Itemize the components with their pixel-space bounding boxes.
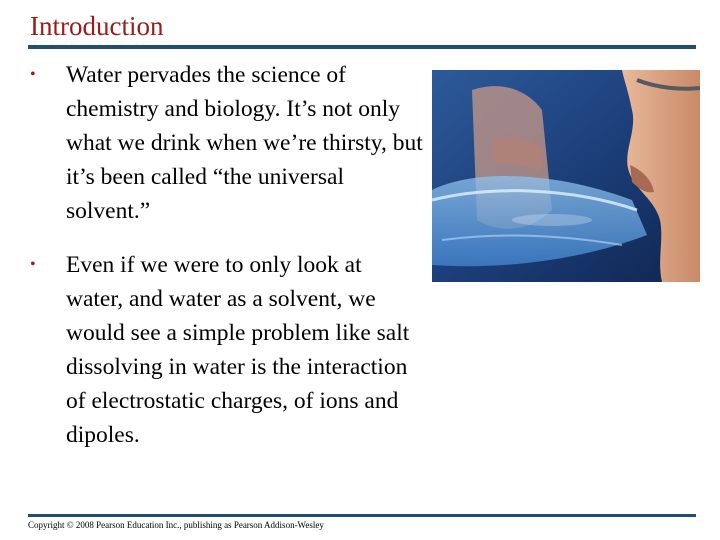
copyright-notice: Copyright © 2008 Pearson Education Inc., publishing as Pearson Addison-Wesley: [28, 520, 324, 530]
water-drinking-photo: [432, 70, 700, 282]
bullet-item: [28, 58, 423, 228]
bullet-text: Water pervades the science of chemistry and biology. It’s not only what we drink when we’re thirsty, but it’s been called “the universal solvent.”: [66, 62, 423, 224]
footer-divider: [28, 514, 696, 517]
title-divider: [28, 45, 696, 49]
bullet-marker: •: [30, 66, 36, 83]
bullet-list: [28, 58, 423, 452]
bullet-text: Even if we were to only look at water, and water as a solvent, we would see a simple problem like salt dissolving in water is the interaction of electrostatic charges, of ions and dipoles.: [66, 252, 410, 448]
bullet-item: [28, 248, 423, 452]
slide-title: Introduction: [30, 11, 164, 41]
bullet-marker: •: [30, 256, 36, 273]
